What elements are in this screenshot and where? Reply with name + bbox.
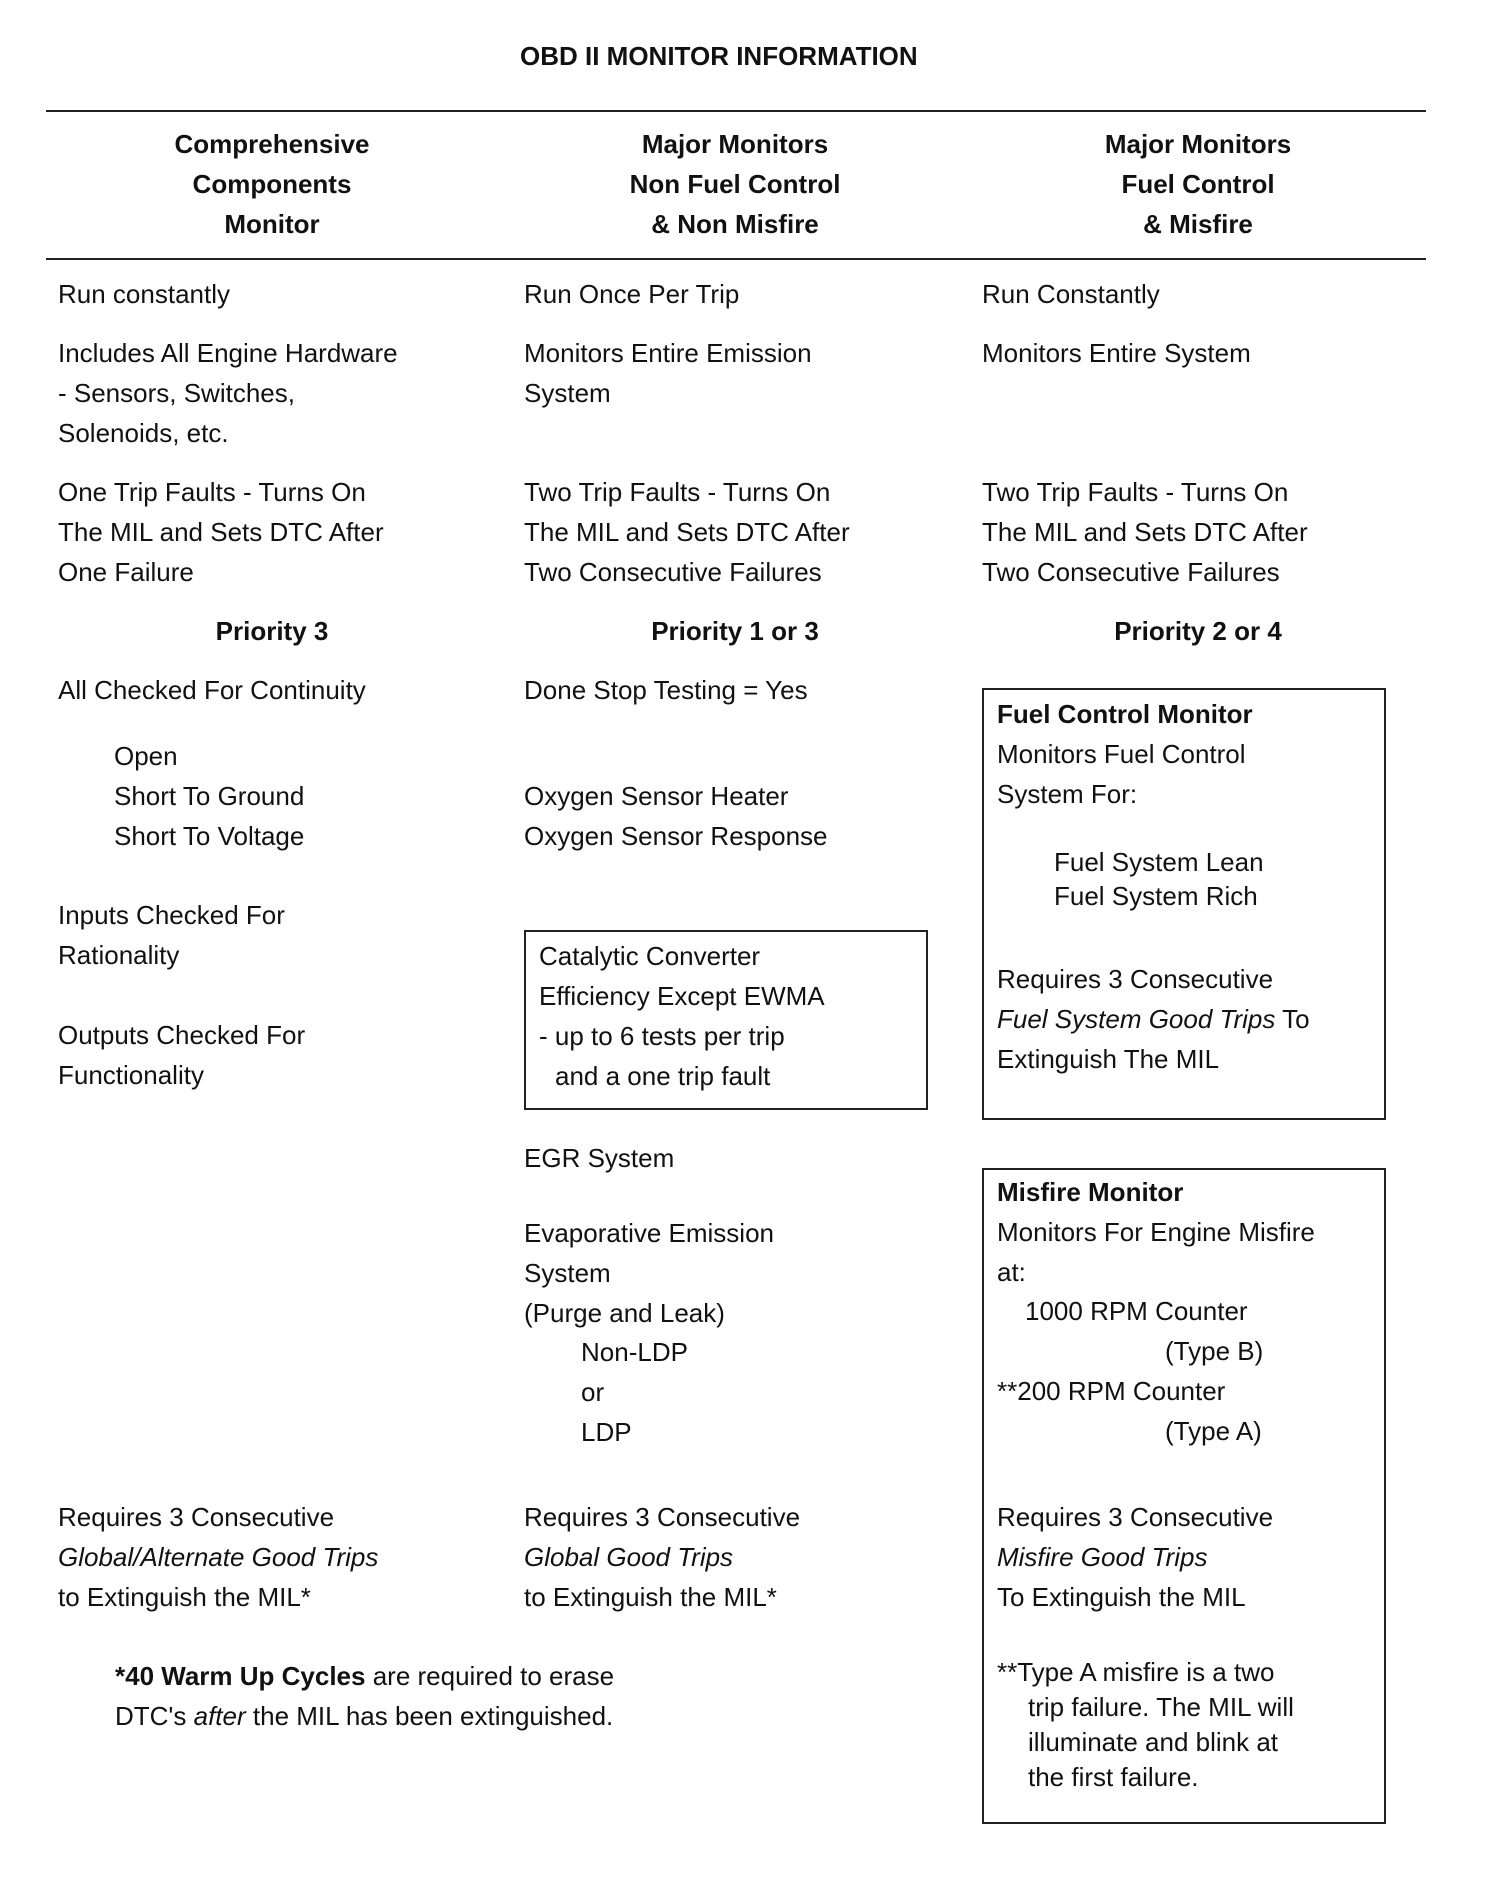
footnote-text: DTC's [115, 1701, 194, 1731]
footnote-bold: *40 Warm Up Cycles [115, 1661, 366, 1691]
misfire-box-content [997, 1172, 1315, 1292]
text-line: The MIL and Sets DTC After [524, 517, 850, 547]
text-line: Oxygen Sensor Heater [524, 781, 789, 811]
col2-evap-types [581, 1332, 688, 1452]
header-line: & Non Misfire [651, 209, 819, 239]
col3-faults [982, 472, 1308, 592]
col1-includes [58, 333, 398, 453]
text-line: Monitors Entire Emission [524, 338, 812, 368]
list-item: Open [114, 741, 178, 771]
col2-oxygen [524, 776, 828, 856]
text-line: Requires 3 Consecutive [524, 1502, 801, 1532]
text-line: Outputs Checked For [58, 1020, 306, 1050]
text-line: Requires 3 Consecutive [997, 964, 1274, 994]
text-line: One Failure [58, 557, 194, 587]
misfire-type2: (Type A) [1165, 1416, 1262, 1446]
col2-catalytic [539, 936, 825, 1096]
col2-header [580, 124, 890, 244]
text-line: Two Trip Faults - Turns On [982, 477, 1289, 507]
text-line: To [1275, 1004, 1310, 1034]
col2-faults [524, 472, 850, 592]
text-line: To Extinguish the MIL [997, 1582, 1246, 1612]
misfire-note [997, 1655, 1294, 1795]
text-line: System For: [997, 779, 1138, 809]
header-line: Major Monitors [1104, 129, 1292, 159]
text-line: trip failure. The MIL will [1028, 1692, 1294, 1722]
misfire-counter1: 1000 RPM Counter [1025, 1296, 1248, 1326]
col3-run: Run Constantly [982, 279, 1160, 309]
text-line: Solenoids, etc. [58, 418, 229, 448]
header-line: Non Fuel Control [629, 169, 841, 199]
col1-priority: Priority 3 [215, 616, 329, 646]
misfire-requires [997, 1497, 1273, 1617]
footnote-text: the MIL has been extinguished. [245, 1701, 614, 1731]
footnote-text: are required to erase [365, 1661, 615, 1691]
col2-evap [524, 1213, 774, 1333]
col1-faults [58, 472, 384, 592]
text-line: Two Consecutive Failures [524, 557, 822, 587]
header-line: Components [192, 169, 352, 199]
col1-inputs [58, 895, 285, 975]
header-bottom-rule [46, 258, 1426, 260]
text-line: Two Trip Faults - Turns On [524, 477, 831, 507]
text-line: Inputs Checked For [58, 900, 285, 930]
col1-header [117, 124, 427, 244]
text-line: at: [997, 1257, 1026, 1287]
text-line: Global Good Trips [524, 1542, 734, 1572]
misfire-box-title: Misfire Monitor [997, 1177, 1184, 1207]
text-line: Catalytic Converter [539, 941, 761, 971]
text-line: Global/Alternate Good Trips [58, 1542, 379, 1572]
text-line: System [524, 378, 611, 408]
col1-run: Run constantly [58, 279, 230, 309]
list-item: Fuel System Rich [1054, 881, 1258, 911]
col1-checks [114, 736, 304, 856]
list-item: Fuel System Lean [1054, 847, 1264, 877]
header-line: & Misfire [1143, 209, 1253, 239]
text-line: Functionality [58, 1060, 204, 1090]
text-line: Monitors Fuel Control [997, 739, 1246, 769]
text-line: Monitors For Engine Misfire [997, 1217, 1315, 1247]
text-line: Rationality [58, 940, 180, 970]
text-italic: Fuel System Good Trips [997, 1004, 1276, 1034]
header-line: Monitor [224, 209, 320, 239]
text-line: (Purge and Leak) [524, 1298, 725, 1328]
text-line: Requires 3 Consecutive [997, 1502, 1274, 1532]
text-line: Two Consecutive Failures [982, 557, 1280, 587]
header-top-rule [46, 110, 1426, 112]
col3-header [1043, 124, 1353, 244]
text-line: Misfire Good Trips [997, 1542, 1208, 1572]
fuel-box-content [997, 694, 1253, 814]
list-item: Non-LDP [581, 1337, 688, 1367]
text-line: The MIL and Sets DTC After [58, 517, 384, 547]
misfire-type1: (Type B) [1165, 1336, 1264, 1366]
text-line: Oxygen Sensor Response [524, 821, 828, 851]
list-item: or [581, 1377, 605, 1407]
col1-checked: All Checked For Continuity [58, 675, 366, 705]
col3-priority: Priority 2 or 4 [1114, 616, 1282, 646]
fuel-box-items [1054, 845, 1264, 913]
col2-priority: Priority 1 or 3 [651, 616, 819, 646]
col3-monitors: Monitors Entire System [982, 338, 1251, 368]
text-line: to Extinguish the MIL* [524, 1582, 777, 1612]
col1-outputs [58, 1015, 305, 1095]
col2-done: Done Stop Testing = Yes [524, 675, 808, 705]
footnote-italic: after [193, 1701, 246, 1731]
text-line: the first failure. [1028, 1762, 1199, 1792]
col2-monitors [524, 333, 812, 413]
text-line: The MIL and Sets DTC After [982, 517, 1308, 547]
text-line: **Type A misfire is a two [997, 1657, 1275, 1687]
list-item: Short To Ground [114, 781, 305, 811]
text-line: Extinguish The MIL [997, 1044, 1220, 1074]
text-line: Includes All Engine Hardware [58, 338, 398, 368]
text-line: - up to 6 tests per trip [539, 1021, 785, 1051]
page-title: OBD II MONITOR INFORMATION [520, 41, 918, 71]
header-line: Fuel Control [1121, 169, 1275, 199]
col2-run: Run Once Per Trip [524, 279, 740, 309]
text-line: One Trip Faults - Turns On [58, 477, 366, 507]
col1-requires [58, 1497, 378, 1617]
text-line: Efficiency Except EWMA [539, 981, 825, 1011]
fuel-box-requires [997, 959, 1310, 1079]
footnote [115, 1656, 614, 1736]
text-line: Requires 3 Consecutive [58, 1502, 335, 1532]
col2-requires [524, 1497, 800, 1617]
header-line: Comprehensive [174, 129, 370, 159]
list-item: LDP [581, 1417, 632, 1447]
col2-egr: EGR System [524, 1143, 675, 1173]
list-item: Short To Voltage [114, 821, 305, 851]
text-line: - Sensors, Switches, [58, 378, 295, 408]
text-line: System [524, 1258, 611, 1288]
text-line: to Extinguish the MIL* [58, 1582, 311, 1612]
fuel-box-title: Fuel Control Monitor [997, 699, 1253, 729]
text-line: Evaporative Emission [524, 1218, 774, 1248]
text-line: illuminate and blink at [1028, 1727, 1279, 1757]
text-line: and a one trip fault [555, 1061, 771, 1091]
header-line: Major Monitors [641, 129, 829, 159]
misfire-counter2: **200 RPM Counter [997, 1376, 1226, 1406]
